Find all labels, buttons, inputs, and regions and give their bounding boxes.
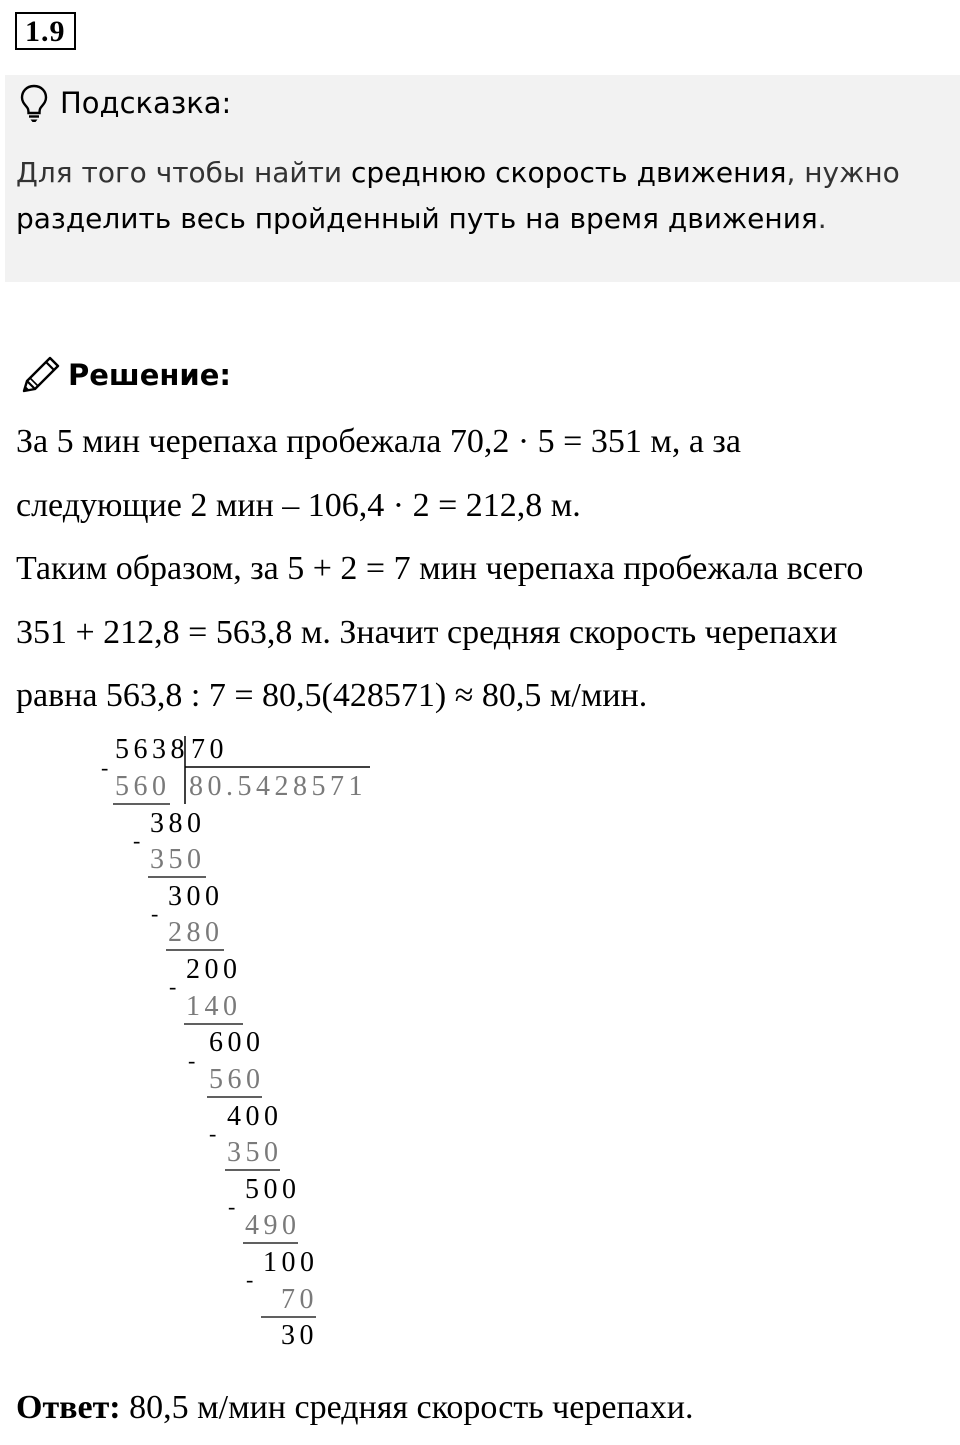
- answer-label: Ответ:: [16, 1389, 121, 1426]
- hint-text-1: Для того чтобы найти: [16, 156, 352, 189]
- task-number: 1.9: [15, 12, 76, 50]
- solution-line: Таким образом, за 5 + 2 = 7 мин черепаха пробежала всего: [16, 550, 864, 587]
- hint-bold-1: среднюю скорость движения: [351, 156, 787, 189]
- solution-title-text: Решение:: [68, 358, 232, 392]
- division-subtrahend: 560: [115, 771, 171, 802]
- minus-sign: -: [169, 974, 177, 999]
- hint-title: [18, 80, 231, 126]
- division-subtrahend: 140: [186, 991, 242, 1022]
- minus-sign: -: [209, 1121, 217, 1146]
- hint-bold-2: разделить весь пройденный путь на время движения: [16, 202, 818, 235]
- solution-text: [16, 410, 956, 728]
- division-remainder: 380: [150, 808, 206, 839]
- pencil-icon: [18, 355, 62, 395]
- division-remainder: 400: [227, 1101, 283, 1132]
- minus-sign: -: [101, 755, 109, 780]
- division-subtrahend: 350: [227, 1137, 283, 1168]
- division-remainder: 200: [186, 954, 242, 985]
- solution-line: следующие 2 мин – 106,4 · 2 = 212,8 м.: [16, 486, 581, 524]
- hint-text-3: .: [817, 202, 827, 235]
- lightbulb-icon: [18, 83, 50, 123]
- division-remainder: 100: [263, 1247, 319, 1278]
- solution-title: [18, 352, 231, 398]
- division-subtrahend: 490: [245, 1210, 301, 1241]
- division-dividend: 5638: [115, 734, 189, 765]
- division-quotient: 80.5428571: [189, 771, 367, 802]
- division-remainder: 500: [245, 1174, 301, 1205]
- answer-text: 80,5 м/мин средняя скорость черепахи.: [120, 1389, 694, 1426]
- solution-line: равна 563,8 : 7 = 80,5(428571) ≈ 80,5 м/мин.: [16, 677, 648, 714]
- minus-sign: -: [188, 1048, 196, 1073]
- division-remainder: 30: [281, 1320, 318, 1351]
- hint-title-text: Подсказка:: [60, 86, 232, 120]
- division-subtrahend: 70: [281, 1284, 318, 1315]
- division-remainder: 300: [168, 881, 224, 912]
- minus-sign: -: [133, 828, 141, 853]
- answer: [16, 1378, 693, 1438]
- hint-text-2: , нужно: [786, 156, 900, 189]
- minus-sign: -: [228, 1194, 236, 1219]
- division-remainder: 600: [209, 1027, 265, 1058]
- hint-text: [16, 150, 946, 242]
- solution-line: За 5 мин черепаха пробежала 70,2 · 5 = 351 м, а за: [16, 423, 741, 460]
- division-subtrahend: 280: [168, 917, 224, 948]
- solution-line: 351 + 212,8 = 563,8 м. Значит средняя скорость черепахи: [16, 613, 838, 651]
- division-divisor: 70: [191, 734, 228, 765]
- division-subtrahend: 350: [150, 844, 206, 875]
- minus-sign: -: [246, 1267, 254, 1292]
- division-subtrahend: 560: [209, 1064, 265, 1095]
- minus-sign: -: [151, 901, 159, 926]
